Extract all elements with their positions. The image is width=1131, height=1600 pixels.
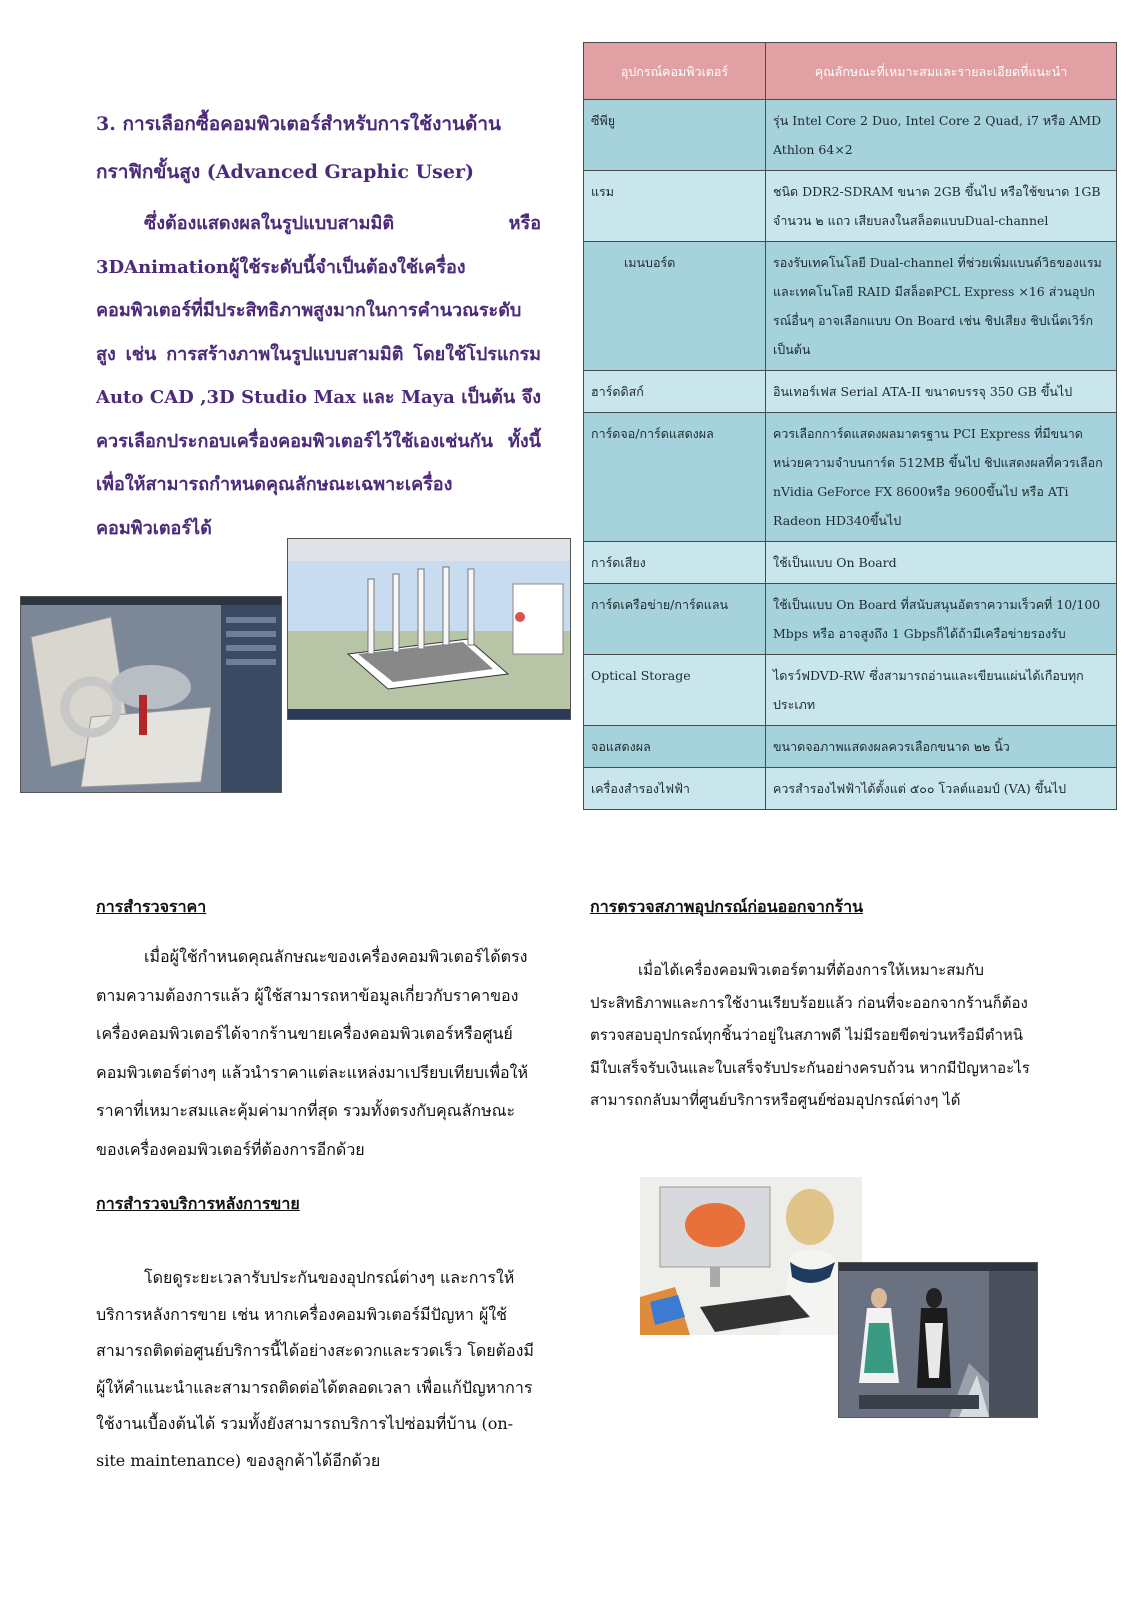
table-row <box>584 413 1117 542</box>
spec-detail: ควรเลือกการ์ดแสดงผลมาตรฐาน PCI Express ที่มีขนาดหน่วยความจำบนการ์ด 512MB ขึ้นไป ชิปแสดงผลที่ควรเลือก nVidia GeForce FX 8600หรือ 9600ขึ้นไป หรือ ATi Radeon HD340ขึ้นไป <box>766 413 1117 542</box>
spec-component: ซีพียู <box>584 100 766 171</box>
3d-character-screenshot <box>838 1262 1038 1418</box>
table-row <box>584 242 1117 371</box>
spec-detail: ใช้เป็นแบบ On Board ที่สนับสนุนอัตราความเร็วคที่ 10/100 Mbps หรือ อาจสูงถึง 1 Gbpsก็ได้ถ้ามีเครือข่ายรองรับ <box>766 584 1117 655</box>
section-heading-line1: 3. การเลือกซื้อคอมพิวเตอร์สำหรับการใช้งานด้าน <box>96 113 502 135</box>
spec-detail: ควรสำรองไฟฟ้าได้ตั้งแต่ ๕๐๐ โวลต์แอมป์ (VA) ขึ้นไป <box>766 768 1117 810</box>
3d-modeling-illustration <box>21 597 281 792</box>
graphic-designer-illustration <box>640 1177 862 1335</box>
spec-component: ฮาร์ดดิสก์ <box>584 371 766 413</box>
spec-detail: ไดรว์ฟDVD-RW ซึ่งสามารถอ่านและเขียนแผ่นได้เกือบทุกประเภท <box>766 655 1117 726</box>
spec-component: เครื่องสำรองไฟฟ้า <box>584 768 766 810</box>
spec-component: Optical Storage <box>584 655 766 726</box>
after-sales-text: โดยดูระยะเวลารับประกันของอุปกรณ์ต่างๆ และการให้บริการหลังการขาย เช่น หากเครื่องคอมพิวเตอร์มีปัญหา ผู้ใช้สามารถติดต่อศูนย์บริการนี้ได้อย่างสะดวกและรวดเร็ว โดยต้องมีผู้ให้คำแนะนำและสามารถติดต่อได้ตลอดเวลา เพื่อแก้ปัญหาการใช้งานเบื้องต้นได้ รวมทั้งยังสามารถบริการไปซ่อมที่บ้าน (on-site maintenance) ของลูกค้าได้อีกด้วย <box>96 1268 534 1470</box>
spec-header-component: อุปกรณ์คอมพิวเตอร์ <box>584 43 766 100</box>
spec-detail: ใช้เป็นแบบ On Board <box>766 542 1117 584</box>
spec-detail: รองรับเทคโนโลยี Dual-channel ที่ช่วยเพิ่มแบนด์วิธของแรม และเทคโนโลยี RAID มีสล็อตPCL Express ×16 ส่วนอุปกรณ์อื่นๆ อาจเลือกแบบ On Board เช่น ชิปเสียง ชิปเน็ตเวิร์ก เป็นต้น <box>766 242 1117 371</box>
spec-component: แรม <box>584 171 766 242</box>
spec-detail: ชนิด DDR2-SDRAM ขนาด 2GB ขึ้นไป หรือใช้ขนาด 1GB จำนวน ๒ แถว เสียบลงในสล็อตแบบDual-channel <box>766 171 1117 242</box>
table-row <box>584 171 1117 242</box>
spec-detail: อินเทอร์เฟส Serial ATA-II ขนาดบรรจุ 350 GB ขึ้นไป <box>766 371 1117 413</box>
spec-table-header <box>584 43 1117 100</box>
spec-component: จอแสดงผล <box>584 726 766 768</box>
spec-detail: รุ่น Intel Core 2 Duo, Intel Core 2 Quad, i7 หรือ AMD Athlon 64×2 <box>766 100 1117 171</box>
spec-header-detail: คุณลักษณะที่เหมาะสมและรายละเอียดที่แนะนำ <box>766 43 1117 100</box>
spec-component: การ์ดจอ/การ์ดแสดงผล <box>584 413 766 542</box>
graphic-designer-photo <box>640 1177 862 1335</box>
spec-component: การ์ดเสียง <box>584 542 766 584</box>
table-row <box>584 655 1117 726</box>
section-heading <box>96 100 536 196</box>
3d-character-illustration <box>839 1263 1037 1417</box>
3d-sketch-screenshot <box>287 538 571 720</box>
spec-table <box>583 42 1117 810</box>
table-row <box>584 542 1117 584</box>
price-survey-text: เมื่อผู้ใช้กำหนดคุณลักษณะของเครื่องคอมพิวเตอร์ได้ตรงตามความต้องการแล้ว ผู้ใช้สามารถหาข้อมูลเกี่ยวกับราคาของเครื่องคอมพิวเตอร์ได้จากร้านขายเครื่องคอมพิวเตอร์หรือศูนย์คอมพิวเตอร์ต่างๆ แล้วนำราคาแต่ละแหล่งมาเปรียบเทียบเพื่อให้ราคาที่เหมาะสมและคุ้มค่ามากที่สุด รวมทั้งตรงกับคุณลักษณะของเครื่องคอมพิวเตอร์ที่ต้องการอีกด้วย <box>96 947 528 1159</box>
spec-component: การ์ดเครือข่าย/การ์ดแลน <box>584 584 766 655</box>
3d-modeling-screenshot <box>20 596 282 793</box>
inspection-text: เมื่อได้เครื่องคอมพิวเตอร์ตามที่ต้องการให้เหมาะสมกับประสิทธิภาพและการใช้งานเรียบร้อยแล้ว ก่อนที่จะออกจากร้านก็ต้องตรวจสอบอุปกรณ์ทุกชิ้นว่าอยู่ในสภาพดี ไม่มีรอยขีดข่วนหรือมีตำหนิ มีใบเสร็จรับเงินและใบเสร็จรับประกันอย่างครบถ้วน หากมีปัญหาอะไรสามารถกลับมาที่ศูนย์บริการหรือศูนย์ซ่อมอุปกรณ์ต่างๆ ได้ <box>590 961 1030 1109</box>
intro-paragraph: ซึ่งต้องแสดงผลในรูปแบบสามมิติ หรือ 3DAnimationผู้ใช้ระดับนี้จำเป็นต้องใช้เครื่องคอมพิวเตอร์ที่มีประสิทธิภาพสูงมากในการคำนวณระดับสูง เช่น การสร้างภาพในรูปแบบสามมิติ โดยใช้โปรแกรม Auto CAD ,3D Studio Max และ Maya เป็นต้น จึงควรเลือกประกอบเครื่องคอมพิวเตอร์ไว้ใช้เองเช่นกัน ทั้งนี้เพื่อให้สามารถกำหนดคุณลักษณะเฉพาะเครื่องคอมพิวเตอร์ได้ <box>96 213 541 539</box>
section-heading-line2: กราฟิกขั้นสูง (Advanced Graphic User) <box>96 161 474 183</box>
table-row <box>584 371 1117 413</box>
inspection-title: การตรวจสภาพอุปกรณ์ก่อนออกจากร้าน <box>590 897 864 916</box>
price-survey-title: การสำรวจราคา <box>96 897 207 916</box>
3d-sketch-illustration <box>288 539 570 719</box>
table-row <box>584 726 1117 768</box>
spec-component: เมนบอร์ด <box>584 242 766 371</box>
table-row <box>584 584 1117 655</box>
after-sales-title: การสำรวจบริการหลังการขาย <box>96 1194 300 1213</box>
table-row <box>584 768 1117 810</box>
spec-detail: ขนาดจอภาพแสดงผลควรเลือกขนาด ๒๒ นิ้ว <box>766 726 1117 768</box>
table-row <box>584 100 1117 171</box>
